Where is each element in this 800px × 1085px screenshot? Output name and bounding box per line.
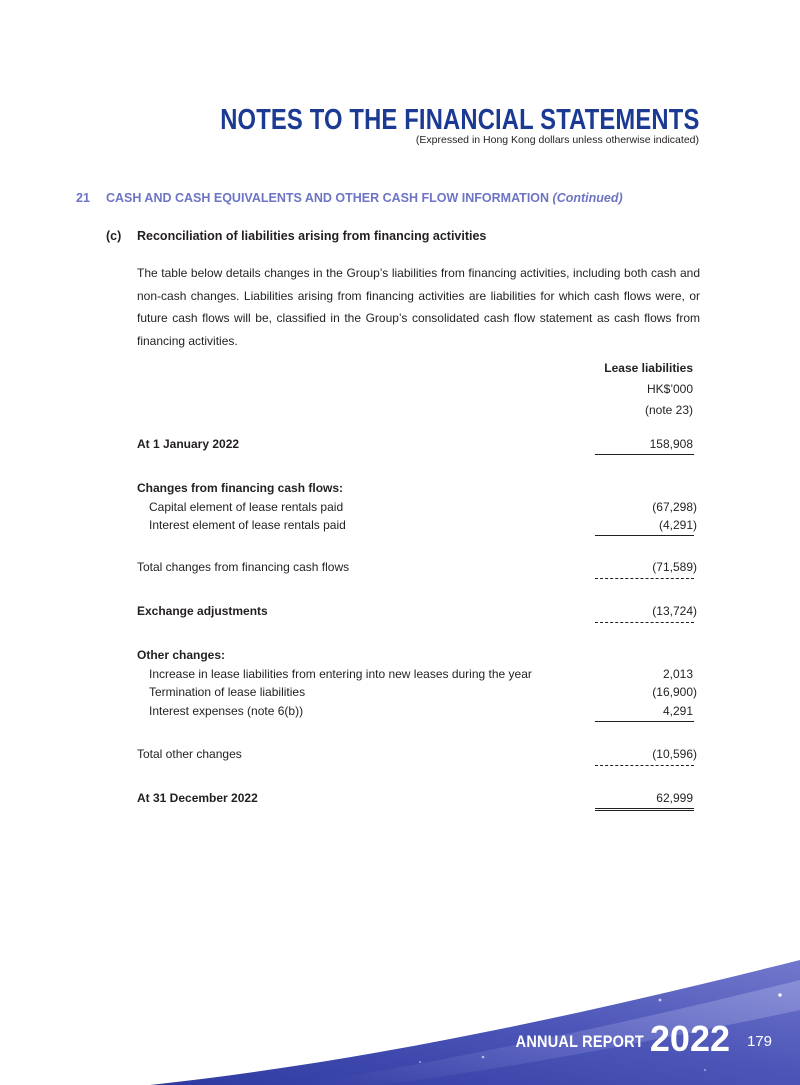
subtotal-rule xyxy=(595,535,694,536)
row-value-new-leases: 2,013 xyxy=(662,667,693,681)
dashed-rule xyxy=(595,765,694,766)
column-note: (note 23) xyxy=(644,403,693,417)
dashed-rule xyxy=(595,622,694,623)
dashed-rule xyxy=(595,578,694,579)
row-label-exchange: Exchange adjustments xyxy=(137,604,268,618)
row-value-opening: 158,908 xyxy=(649,437,693,451)
row-label-new-leases: Increase in lease liabilities from entering into new leases during the year xyxy=(149,667,532,681)
row-value-capital-element: (67,298) xyxy=(652,500,697,514)
row-label-closing: At 31 December 2022 xyxy=(137,791,258,805)
row-value-total-other: (10,596) xyxy=(652,747,697,761)
footer-band xyxy=(0,940,800,1085)
row-value-interest-expenses: 4,291 xyxy=(662,704,693,718)
row-label-financing-header: Changes from financing cash flows: xyxy=(137,481,344,495)
row-value-total-financing: (71,589) xyxy=(652,560,697,574)
page-title: NOTES TO THE FINANCIAL STATEMENTS xyxy=(219,104,699,136)
column-unit: HK$’000 xyxy=(646,382,693,396)
section-continued: (Continued) xyxy=(552,191,623,205)
footer-annual-report: ANNUAL REPORT xyxy=(515,1032,644,1051)
row-label-capital-element: Capital element of lease rentals paid xyxy=(149,500,344,514)
subsection-letter: (c) xyxy=(106,229,122,243)
row-label-interest-expenses: Interest expenses (note 6(b)) xyxy=(149,704,304,718)
row-label-total-financing: Total changes from financing cash flows xyxy=(137,560,350,574)
row-value-interest-element: (4,291) xyxy=(658,518,697,532)
column-header: Lease liabilities xyxy=(604,361,693,375)
section-number: 21 xyxy=(76,191,90,205)
subtotal-rule xyxy=(595,454,694,455)
row-label-interest-element: Interest element of lease rentals paid xyxy=(149,518,346,532)
section-heading xyxy=(76,191,623,205)
subsection-title: Reconciliation of liabilities arising from financing activities xyxy=(137,229,487,243)
footer-branding xyxy=(493,1018,730,1060)
row-value-closing: 62,999 xyxy=(656,791,693,805)
row-label-termination: Termination of lease liabilities xyxy=(149,685,306,699)
row-label-total-other: Total other changes xyxy=(137,747,242,761)
page-number: 179 xyxy=(746,1033,772,1050)
row-value-termination: (16,900) xyxy=(652,685,697,699)
row-value-exchange: (13,724) xyxy=(652,604,697,618)
intro-paragraph: The table below details changes in the Group’s liabilities from financing activities, including both cash and non-cash changes. Liabilities arising from financing activities are liabilities for which cash flows were, or future cash flows will be, classified in the Group’s consolidated cash flow statement as cash flows from financing activities. xyxy=(137,266,700,348)
page-subtitle: (Expressed in Hong Kong dollars unless otherwise indicated) xyxy=(415,134,699,146)
subsection-heading xyxy=(106,229,486,243)
row-label-other-header: Other changes: xyxy=(137,648,226,662)
row-label-opening: At 1 January 2022 xyxy=(137,437,240,451)
total-double-rule xyxy=(595,808,694,811)
footer-year: 2022 xyxy=(649,1018,730,1059)
section-title: CASH AND CASH EQUIVALENTS AND OTHER CASH FLOW INFORMATION xyxy=(106,191,550,205)
subtotal-rule xyxy=(595,721,694,722)
